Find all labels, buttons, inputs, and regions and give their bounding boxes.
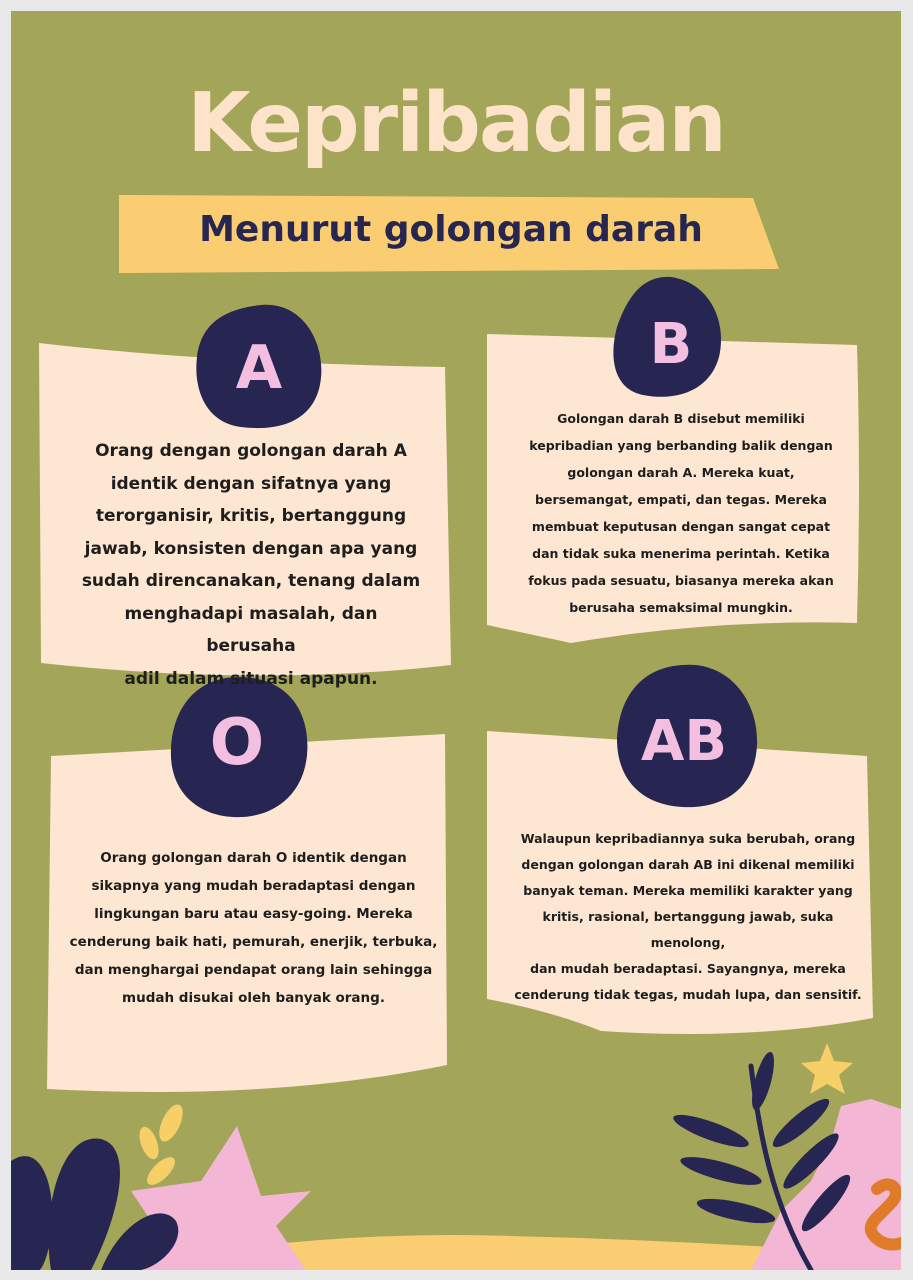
card-a-text xyxy=(81,435,421,695)
card-a-line: Orang dengan golongan darah A xyxy=(95,441,407,461)
card-o-line: Orang golongan darah O identik dengan xyxy=(100,850,407,866)
card-ab-line: dengan golongan darah AB ini dikenal memiliki xyxy=(521,857,855,872)
page-subtitle: Menurut golongan darah xyxy=(199,209,703,250)
card-o-text xyxy=(66,844,441,1012)
card-ab-line: cenderung tidak tegas, mudah lupa, dan sensitif. xyxy=(514,987,862,1002)
card-b-line: membuat keputusan dengan sangat cepat xyxy=(531,519,831,534)
card-a-line: terorganisir, kritis, bertanggung xyxy=(95,506,407,526)
card-a-line: sudah direncanakan, tenang dalam xyxy=(81,571,421,591)
card-o-line: dan menghargai pendapat orang lain sehingga xyxy=(74,962,433,978)
card-b-line: fokus pada sesuatu, biasanya mereka akan xyxy=(528,573,834,588)
card-a-line: menghadapi masalah, dan berusaha xyxy=(124,603,378,656)
card-b-line: berusaha semaksimal mungkin. xyxy=(569,600,793,615)
card-a-line: jawab, konsisten dengan apa yang xyxy=(84,538,418,559)
card-ab-line: kritis, rasional, bertanggung jawab, suka menolong, xyxy=(542,909,834,950)
card-b-line: kepribadian yang berbanding balik dengan xyxy=(529,438,833,453)
card-b-line: bersemangat, empati, dan tegas. Mereka xyxy=(535,492,827,507)
page-title: Kepribadian xyxy=(187,76,725,171)
card-a-line: identik dengan sifatnya yang xyxy=(110,473,392,494)
card-b-line: Golongan darah B disebut memiliki xyxy=(557,411,805,426)
card-ab-text xyxy=(508,826,868,1008)
card-b-letter: B xyxy=(649,312,693,377)
card-a-letter: A xyxy=(235,333,283,403)
card-ab-line: banyak teman. Mereka memiliki karakter yang xyxy=(523,883,853,898)
card-ab-line: Walaupun kepribadiannya suka berubah, orang xyxy=(520,831,856,846)
card-b-line: dan tidak suka menerima perintah. Ketika xyxy=(532,546,830,561)
card-b-line: golongan darah A. Mereka kuat, xyxy=(567,465,795,480)
card-o-line: lingkungan baru atau easy-going. Mereka xyxy=(94,906,413,922)
poster xyxy=(11,11,901,1270)
card-o-letter: O xyxy=(209,706,265,780)
card-a-line: adil dalam situasi apapun. xyxy=(124,668,378,689)
yellow-star-decoration xyxy=(801,1043,853,1094)
yellow-leaves xyxy=(136,1101,188,1189)
card-o-line: mudah disukai oleh banyak orang. xyxy=(122,990,385,1006)
card-ab-letter: AB xyxy=(640,709,728,774)
card-o-line: sikapnya yang mudah beradaptasi dengan xyxy=(91,878,416,894)
card-b-text xyxy=(511,405,851,621)
card-ab-line: dan mudah beradaptasi. Sayangnya, mereka xyxy=(530,961,846,976)
card-o-line: cenderung baik hati, pemurah, enerjik, terbuka, xyxy=(69,934,438,950)
